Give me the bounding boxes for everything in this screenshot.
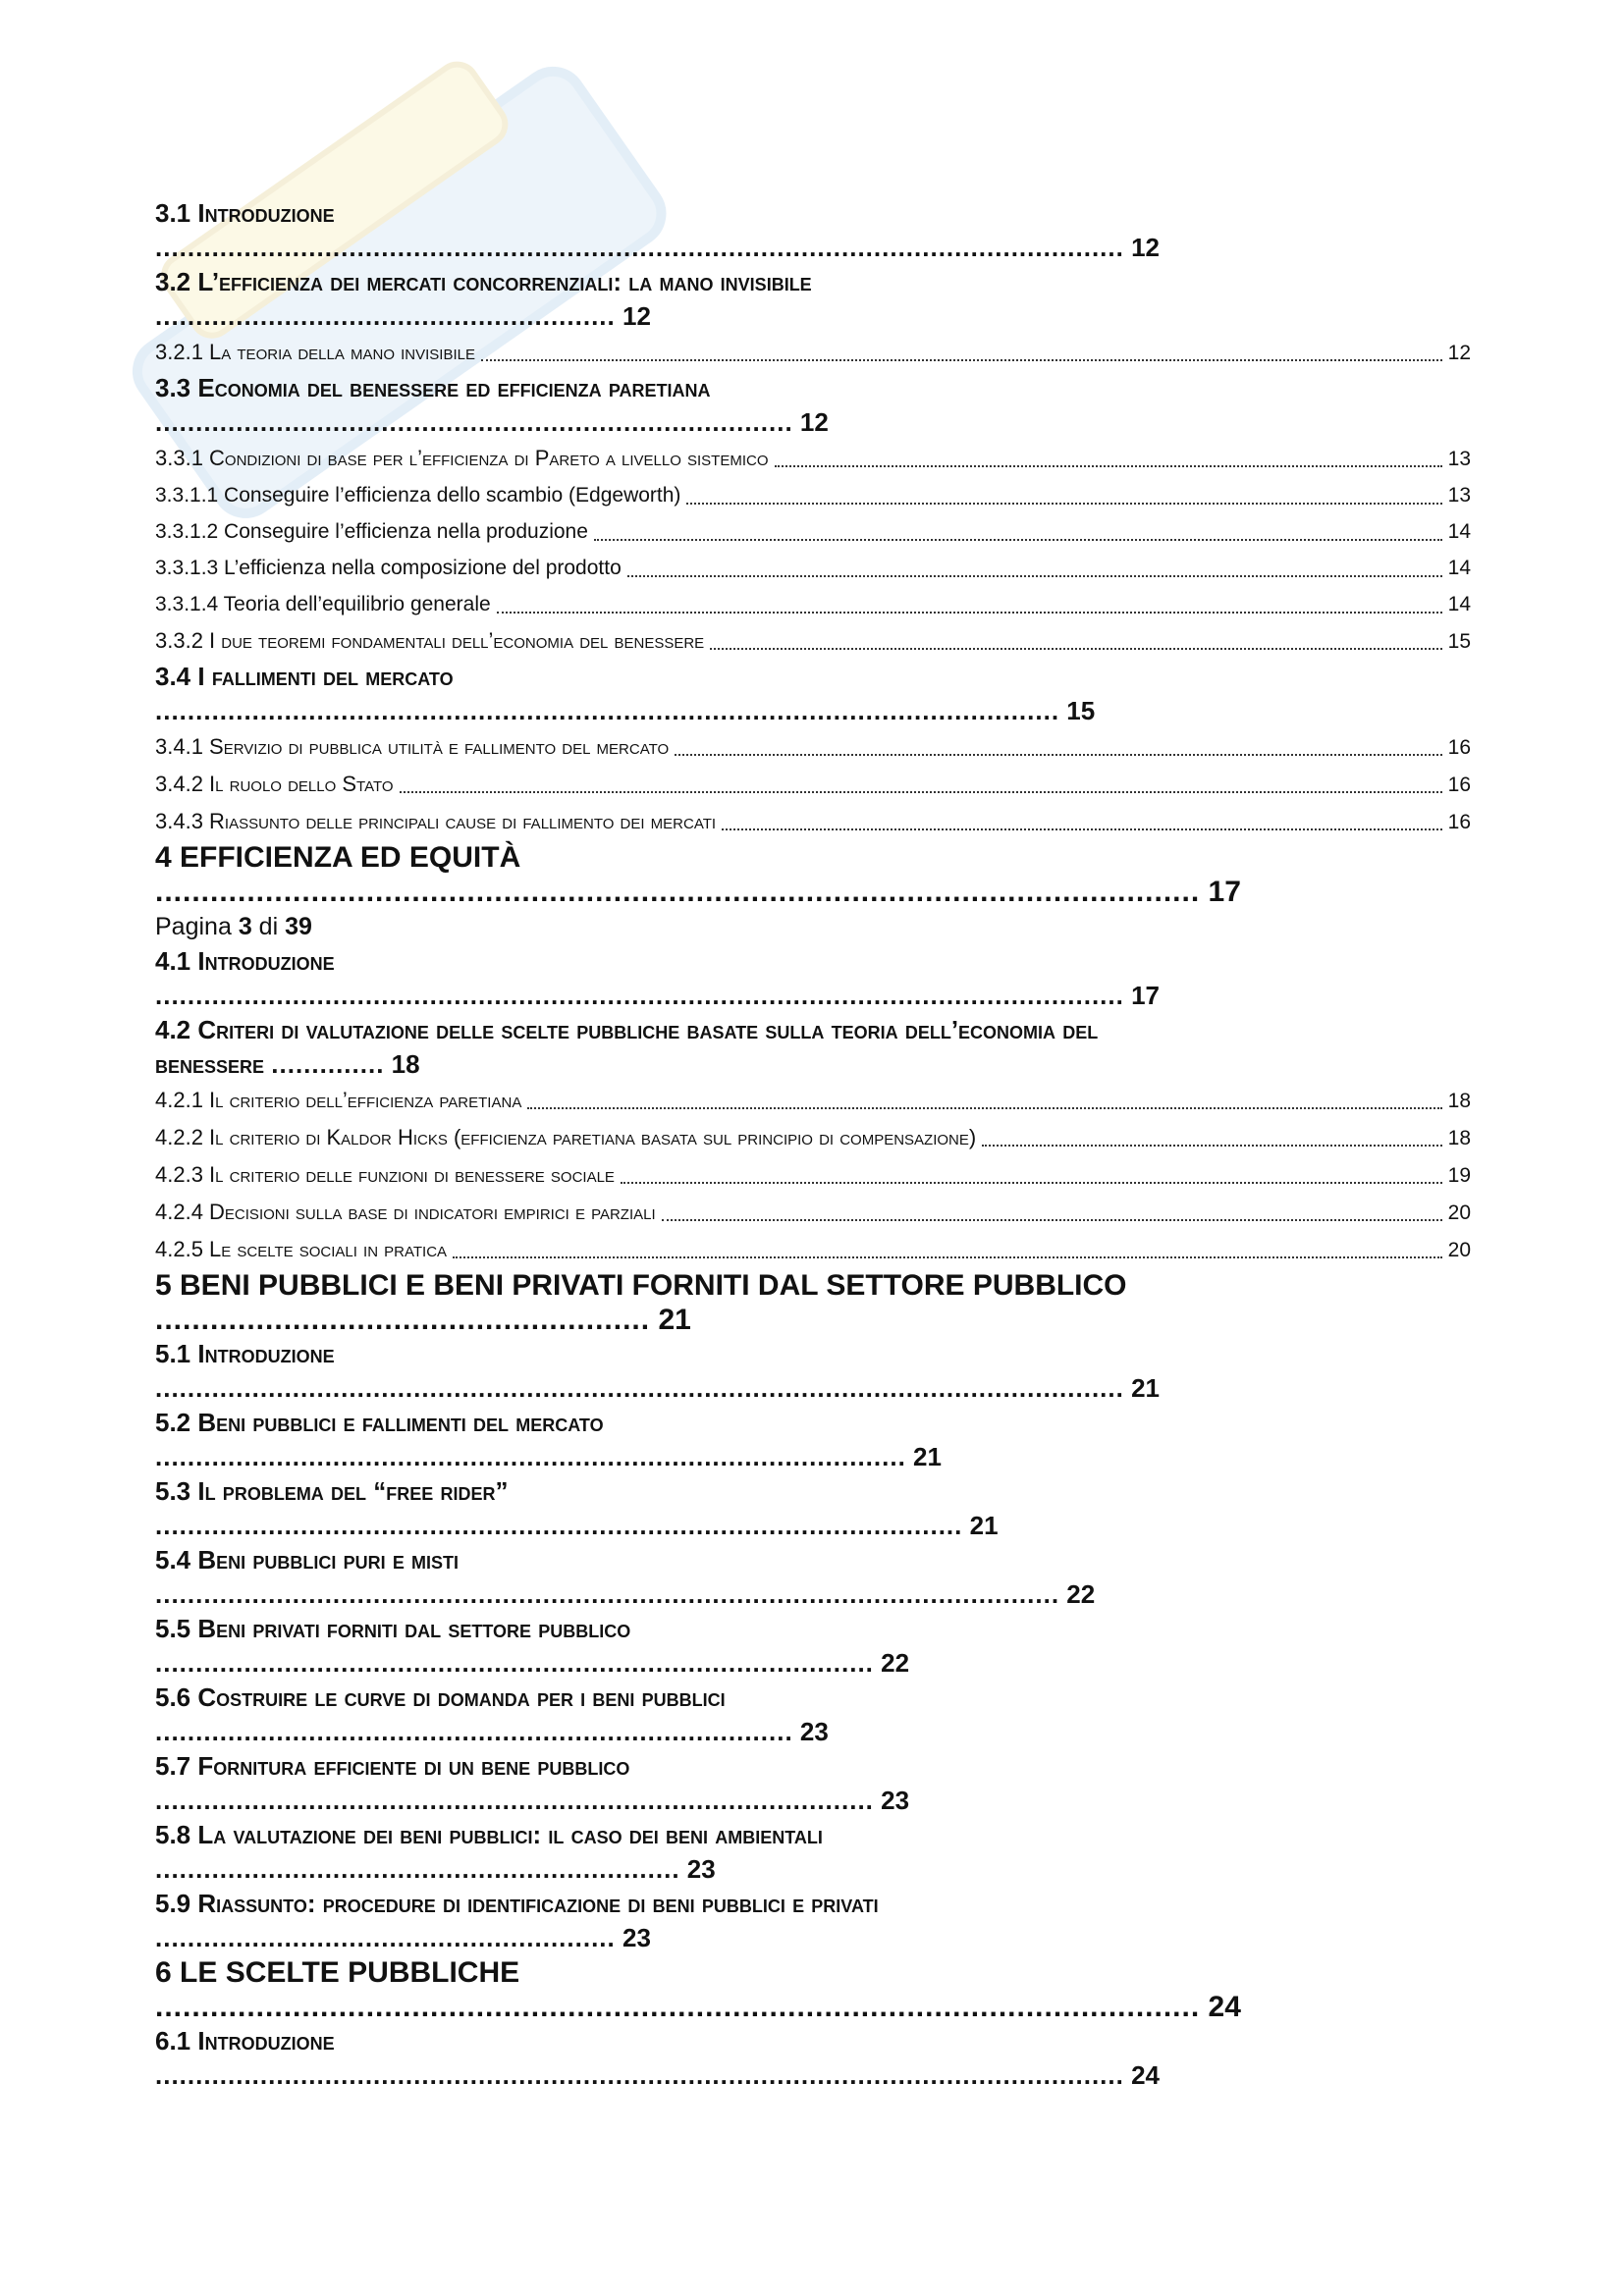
toc-page-number: 13 [1447, 448, 1471, 470]
toc-dots: .............. [271, 1049, 385, 1079]
toc-subsection[interactable] [155, 1231, 1471, 1268]
toc-section[interactable] [155, 1887, 1471, 1955]
toc-page-number: 12 [622, 301, 651, 331]
toc-leader-line [155, 1047, 1471, 1082]
toc-section[interactable] [155, 1337, 1471, 1406]
toc-label: 5.8 La valutazione dei beni pubblici: il caso dei beni ambientali [155, 1820, 823, 1849]
toc-label: 5.6 Costruire le curve di domanda per i beni pubblici [155, 1682, 726, 1712]
toc-label: 3.3.1.4 Teoria dell’equilibrio generale [155, 593, 491, 615]
toc-page-number: 19 [1447, 1164, 1471, 1187]
toc-dots: ................................................................................................................ [155, 696, 1060, 725]
toc-section[interactable] [155, 1406, 1471, 1474]
toc-page-number: 12 [1131, 233, 1160, 262]
toc-dots: ............................................................................... [155, 1717, 793, 1746]
toc-label: 5.5 Beni privati forniti dal settore pubblico [155, 1614, 631, 1643]
toc-label: 3.3.1 Condizioni di base per l’efficienza di Pareto a livello sistemico [155, 446, 769, 470]
toc-label: 5.3 Il problema del “free rider” [155, 1476, 509, 1506]
toc-leader-line [155, 2058, 1471, 2093]
toc-label: 6.1 Introduzione [155, 2026, 335, 2056]
toc-subsection[interactable] [155, 586, 1471, 622]
toc-label: 4.1 Introduzione [155, 946, 335, 976]
toc-chapter[interactable] [155, 1268, 1471, 1337]
toc-label: 3.3.1.1 Conseguire l’efficienza dello scambio (Edgeworth) [155, 484, 681, 507]
toc-label: 3.4.3 Riassunto delle principali cause di fallimento dei mercati [155, 809, 717, 833]
toc-page-number: 20 [1447, 1201, 1471, 1224]
toc-subsection[interactable] [155, 622, 1471, 660]
toc-page-number: 12 [1447, 342, 1471, 364]
toc-page-number: 16 [1447, 736, 1471, 759]
toc-leader-line [155, 299, 1471, 334]
toc-page-number: 18 [391, 1049, 420, 1079]
table-of-contents [155, 196, 1471, 2093]
toc-dots: ................................................................................................................ [155, 1579, 1060, 1609]
toc-page-number: 14 [1447, 557, 1471, 579]
toc-leader [453, 1256, 1442, 1258]
toc-label: 4.2.3 Il criterio delle funzioni di benessere sociale [155, 1162, 615, 1187]
toc-leader-line [155, 1784, 1471, 1818]
toc-label: 5.2 Beni pubblici e fallimenti del mercato [155, 1408, 604, 1437]
toc-subsection[interactable] [155, 334, 1471, 371]
toc-page-number: 23 [622, 1923, 651, 1952]
toc-dots: .................................................................................................................. [155, 1991, 1201, 2023]
toc-page-number: 21 [913, 1442, 942, 1471]
toc-label: 5 BENI PUBBLICI E BENI PRIVATI FORNITI DAL SETTORE PUBBLICO [155, 1269, 1127, 1302]
toc-leader [775, 465, 1442, 467]
toc-label: 3.4 I fallimenti del mercato [155, 662, 454, 691]
toc-label: 3.2 L’efficienza dei mercati concorrenziali: la mano invisibile [155, 267, 812, 296]
toc-leader [686, 503, 1441, 505]
toc-leader [527, 1107, 1441, 1109]
toc-label: 4.2.1 Il criterio dell’efficienza paretiana [155, 1088, 522, 1112]
toc-label: 6 LE SCELTE PUBBLICHE [155, 1956, 520, 1989]
toc-section[interactable] [155, 196, 1471, 265]
toc-page-number: 20 [1447, 1239, 1471, 1261]
toc-label: 3.4.1 Servizio di pubblica utilità e fallimento del mercato [155, 734, 670, 759]
page-counter-prefix: Pagina [155, 913, 232, 940]
toc-leader-line [155, 979, 1471, 1013]
toc-page-number: 21 [1131, 1373, 1160, 1403]
toc-leader-line [155, 1646, 1471, 1681]
toc-page-number: 14 [1447, 520, 1471, 543]
toc-subsection[interactable] [155, 1082, 1471, 1119]
toc-page-number: 24 [1131, 2060, 1160, 2090]
toc-dots: ......................................................................................... [155, 1648, 874, 1678]
toc-dots: ................................................................. [155, 1854, 680, 1884]
toc-leader-line [155, 694, 1471, 728]
toc-leader [594, 539, 1442, 541]
toc-page-number: 18 [1447, 1127, 1471, 1149]
toc-label: 5.1 Introduzione [155, 1339, 335, 1368]
toc-dots: ........................................................................................................................ [155, 2060, 1124, 2090]
toc-section[interactable] [155, 1681, 1471, 1749]
toc-leader [982, 1145, 1441, 1147]
toc-dots: ........................................................................................................................ [155, 981, 1124, 1010]
toc-leader [497, 612, 1442, 614]
toc-page-number: 17 [1131, 981, 1160, 1010]
toc-subsection[interactable] [155, 440, 1471, 477]
toc-page-number: 21 [969, 1511, 999, 1540]
toc-page-number: 17 [1208, 876, 1241, 908]
toc-leader [675, 754, 1441, 756]
toc-section[interactable] [155, 660, 1471, 728]
toc-leader-line [155, 231, 1471, 265]
toc-label: 3.3.1.2 Conseguire l’efficienza nella produzione [155, 520, 588, 543]
toc-dots: .................................................................................................... [155, 1511, 963, 1540]
toc-label: 4 EFFICIENZA ED EQUITÀ [155, 841, 521, 874]
toc-page-number: 23 [799, 1717, 829, 1746]
toc-subsection[interactable] [155, 1194, 1471, 1231]
toc-label: 4.2 Criteri di valutazione delle scelte pubbliche basate sulla teoria dell’economia del [155, 1015, 1099, 1044]
toc-page-number: 15 [1447, 630, 1471, 653]
toc-page-number: 22 [1066, 1579, 1096, 1609]
toc-dots: ......................................................... [155, 301, 616, 331]
toc-page-number: 18 [1447, 1090, 1471, 1112]
toc-dots: ...................................................... [155, 1304, 651, 1336]
toc-label: 4.2.5 Le scelte sociali in pratica [155, 1237, 448, 1261]
toc-subsection[interactable] [155, 1156, 1471, 1194]
toc-leader [400, 791, 1442, 793]
toc-page-number: 24 [1208, 1991, 1241, 2023]
toc-leader [621, 1182, 1442, 1184]
toc-leader-line [155, 1303, 1471, 1337]
toc-leader-line [155, 1990, 1471, 2024]
toc-leader [722, 828, 1442, 830]
toc-section[interactable] [155, 1612, 1471, 1681]
toc-label: 4.2.2 Il criterio di Kaldor Hicks (efficienza paretiana basata sul principio di compensazione) [155, 1125, 977, 1149]
toc-page-number: 23 [686, 1854, 716, 1884]
toc-label: 3.2.1 La teoria della mano invisibile [155, 340, 475, 364]
toc-section[interactable] [155, 371, 1471, 440]
toc-chapter[interactable] [155, 840, 1471, 909]
toc-label: 4.2.4 Decisioni sulla base di indicatori empirici e parziali [155, 1200, 656, 1224]
toc-page-number: 15 [1066, 696, 1096, 725]
toc-section[interactable] [155, 1543, 1471, 1612]
toc-subsection[interactable] [155, 803, 1471, 840]
toc-dots: ......................................................................................... [155, 1786, 874, 1815]
toc-label: 3.3.1.3 L’efficienza nella composizione del prodotto [155, 557, 622, 579]
toc-page-number: 13 [1447, 484, 1471, 507]
toc-subsection[interactable] [155, 766, 1471, 803]
toc-leader [627, 575, 1442, 577]
toc-label: 5.7 Fornitura efficiente di un bene pubblico [155, 1751, 630, 1781]
toc-chapter[interactable] [155, 1955, 1471, 2024]
toc-subsection[interactable] [155, 513, 1471, 550]
toc-section[interactable] [155, 944, 1471, 1013]
toc-dots: ............................................................................... [155, 407, 793, 437]
toc-subsection[interactable] [155, 1119, 1471, 1156]
toc-subsection[interactable] [155, 477, 1471, 513]
toc-leader-line [155, 1371, 1471, 1406]
toc-label: 5.4 Beni pubblici puri e misti [155, 1545, 460, 1575]
toc-page-number: 16 [1447, 774, 1471, 796]
toc-leader [481, 359, 1442, 361]
toc-subsection[interactable] [155, 728, 1471, 766]
toc-label: 5.9 Riassunto: procedure di identificazione di beni pubblici e privati [155, 1889, 879, 1918]
toc-leader-line [155, 1921, 1471, 1955]
toc-leader-line [155, 1509, 1471, 1543]
toc-section[interactable] [155, 1013, 1471, 1082]
toc-section[interactable] [155, 1818, 1471, 1887]
toc-label: 3.3 Economia del benessere ed efficienza paretiana [155, 373, 711, 402]
toc-page-number: 21 [658, 1304, 691, 1336]
toc-leader-line [155, 875, 1471, 909]
toc-leader-line [155, 1577, 1471, 1612]
toc-page-number: 12 [799, 407, 829, 437]
toc-dots: .................................................................................................................. [155, 876, 1201, 908]
toc-dots: ........................................................................................................................ [155, 1373, 1124, 1403]
toc-label: 3.3.2 I due teoremi fondamentali dell’economia del benessere [155, 628, 705, 653]
page-counter-of: di [258, 913, 279, 940]
toc-section[interactable] [155, 265, 1471, 334]
toc-leader [662, 1219, 1442, 1221]
toc-page-number: 23 [881, 1786, 910, 1815]
toc-subsection[interactable] [155, 550, 1471, 586]
toc-dots: ........................................................................................................................ [155, 233, 1124, 262]
toc-leader-line [155, 1440, 1471, 1474]
toc-leader-line [155, 1715, 1471, 1749]
current-page: 3 [238, 913, 252, 940]
toc-section[interactable] [155, 1474, 1471, 1543]
toc-section[interactable] [155, 2024, 1471, 2093]
toc-dots: ......................................................... [155, 1923, 616, 1952]
toc-page-number: 22 [881, 1648, 910, 1678]
toc-label-continued: benessere [155, 1049, 265, 1079]
toc-label: 3.4.2 Il ruolo dello Stato [155, 772, 394, 796]
toc-label: 3.1 Introduzione [155, 198, 335, 228]
toc-section[interactable] [155, 1749, 1471, 1818]
toc-page-number: 16 [1447, 811, 1471, 833]
toc-leader [710, 648, 1441, 650]
page-counter [155, 909, 1471, 944]
toc-page-number: 14 [1447, 593, 1471, 615]
toc-dots: ............................................................................................. [155, 1442, 906, 1471]
toc-leader-line [155, 405, 1471, 440]
toc-leader-line [155, 1852, 1471, 1887]
total-pages: 39 [285, 913, 312, 940]
